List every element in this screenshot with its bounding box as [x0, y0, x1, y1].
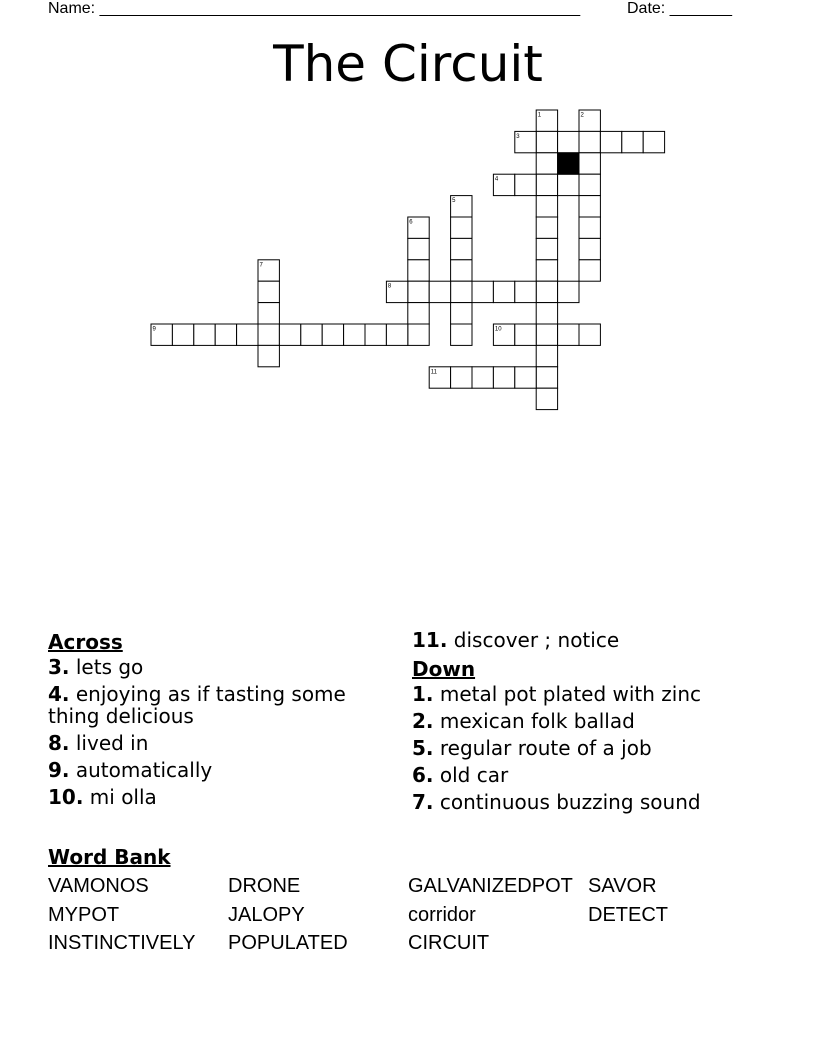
grid-cell[interactable]	[215, 324, 236, 345]
word-bank-word: INSTINCTIVELY	[48, 932, 196, 954]
word-bank-word: DETECT	[588, 904, 668, 926]
clue-number: 11	[430, 369, 437, 376]
grid-cell[interactable]	[493, 281, 514, 302]
grid-cell[interactable]	[237, 324, 258, 345]
grid-cell[interactable]	[258, 324, 279, 345]
across-clue: 11. discover ; notice	[412, 628, 620, 652]
grid-cell[interactable]	[536, 345, 557, 366]
word-bank-word: POPULATED	[228, 932, 348, 954]
grid-cell[interactable]	[579, 174, 600, 195]
clue-number: 5	[452, 198, 456, 205]
clue-number: 6	[409, 219, 413, 226]
grid-cell[interactable]	[536, 131, 557, 152]
page-title: The Circuit	[273, 35, 543, 93]
grid-cell[interactable]	[579, 238, 600, 259]
grid-cell[interactable]	[558, 131, 579, 152]
grid-cell[interactable]	[451, 281, 472, 302]
grid-cell[interactable]	[172, 324, 193, 345]
grid-cell[interactable]	[515, 281, 536, 302]
grid-cell[interactable]	[365, 324, 386, 345]
grid-cell[interactable]	[408, 281, 429, 302]
grid-cell[interactable]	[472, 367, 493, 388]
word-bank-word: SAVOR	[588, 875, 657, 897]
word-bank-word: corridor	[408, 904, 476, 926]
grid-cell[interactable]	[194, 324, 215, 345]
down-clue: 1. metal pot plated with zinc	[412, 682, 702, 706]
grid-cell[interactable]	[536, 281, 557, 302]
grid-cell[interactable]	[472, 281, 493, 302]
down-clue: 6. old car	[412, 763, 509, 787]
grid-cell[interactable]	[408, 238, 429, 259]
grid-cell[interactable]	[322, 324, 343, 345]
clue-number: 7	[259, 262, 263, 269]
grid-cell[interactable]	[536, 303, 557, 324]
clue-number: 2	[580, 112, 584, 119]
grid-cell[interactable]	[558, 324, 579, 345]
across-clue: 4. enjoying as if tasting some thing delicious	[48, 682, 346, 728]
grid-cell[interactable]	[515, 367, 536, 388]
grid-cell[interactable]	[536, 238, 557, 259]
down-clue: 2. mexican folk ballad	[412, 709, 635, 733]
across-clue: 10. mi olla	[48, 785, 157, 809]
grid-cell[interactable]	[536, 260, 557, 281]
grid-cell[interactable]	[536, 217, 557, 238]
clue-number: 1	[537, 112, 542, 119]
word-bank-word: MYPOT	[48, 904, 120, 926]
grid-cell[interactable]	[515, 174, 536, 195]
grid-cell[interactable]	[408, 324, 429, 345]
down-heading: Down	[412, 657, 476, 681]
grid-cell[interactable]	[579, 260, 600, 281]
word-bank-title: Word Bank	[48, 845, 171, 869]
clue-number: 4	[494, 176, 499, 183]
across-clue: 8. lived in	[48, 731, 149, 755]
grid-cell[interactable]	[579, 324, 600, 345]
grid-cell[interactable]	[429, 281, 450, 302]
across-clues	[48, 629, 393, 813]
clue-number: 3	[516, 133, 520, 140]
grid-cell[interactable]	[579, 196, 600, 217]
blocked-cell	[558, 153, 579, 174]
word-bank-word: GALVANIZEDPOT	[408, 875, 573, 897]
crossword-grid	[0, 0, 816, 420]
down-clue: 5. regular route of a job	[412, 736, 652, 760]
word-bank-word: JALOPY	[228, 904, 305, 926]
grid-cell[interactable]	[536, 174, 557, 195]
grid-cell[interactable]	[301, 324, 322, 345]
grid-cell[interactable]	[451, 324, 472, 345]
grid-cell[interactable]	[536, 196, 557, 217]
grid-cell[interactable]	[451, 303, 472, 324]
grid-cell[interactable]	[536, 153, 557, 174]
grid-cell[interactable]	[386, 324, 407, 345]
grid-cell[interactable]	[515, 324, 536, 345]
grid-cell[interactable]	[579, 153, 600, 174]
grid-cell[interactable]	[536, 388, 557, 409]
name-field[interactable]: Name: ______________________________________________________	[48, 0, 581, 17]
word-bank-word: DRONE	[228, 875, 301, 897]
grid-cell[interactable]	[558, 281, 579, 302]
down-clue: 7. continuous buzzing sound	[412, 790, 701, 814]
grid-cell[interactable]	[558, 174, 579, 195]
grid-cell[interactable]	[600, 131, 621, 152]
across-clue: 9. automatically	[48, 758, 213, 782]
across-heading: Across	[48, 630, 123, 654]
clue-number: 9	[152, 326, 156, 333]
grid-cell[interactable]	[451, 260, 472, 281]
grid-cell[interactable]	[643, 131, 664, 152]
grid-cell[interactable]	[258, 345, 279, 366]
down-clues	[412, 629, 772, 818]
grid-cell[interactable]	[493, 367, 514, 388]
grid-cell[interactable]	[408, 260, 429, 281]
grid-cell[interactable]	[579, 217, 600, 238]
across-clue: 3. lets go	[48, 655, 144, 679]
grid-cell[interactable]	[279, 324, 300, 345]
clue-number: 10	[494, 326, 502, 333]
grid-cell[interactable]	[579, 131, 600, 152]
word-bank-word: VAMONOS	[48, 875, 149, 897]
date-field[interactable]: Date: _______	[627, 0, 732, 17]
grid-cell[interactable]	[536, 367, 557, 388]
grid-cell[interactable]	[451, 367, 472, 388]
grid-cell[interactable]	[258, 281, 279, 302]
grid-cell[interactable]	[451, 217, 472, 238]
word-bank-word: CIRCUIT	[408, 932, 490, 954]
grid-cell[interactable]	[344, 324, 365, 345]
grid-cell[interactable]	[622, 131, 643, 152]
grid-cell[interactable]	[451, 238, 472, 259]
grid-cell[interactable]	[408, 303, 429, 324]
grid-cell[interactable]	[536, 324, 557, 345]
clue-number: 8	[387, 283, 392, 290]
grid-cell[interactable]	[258, 303, 279, 324]
